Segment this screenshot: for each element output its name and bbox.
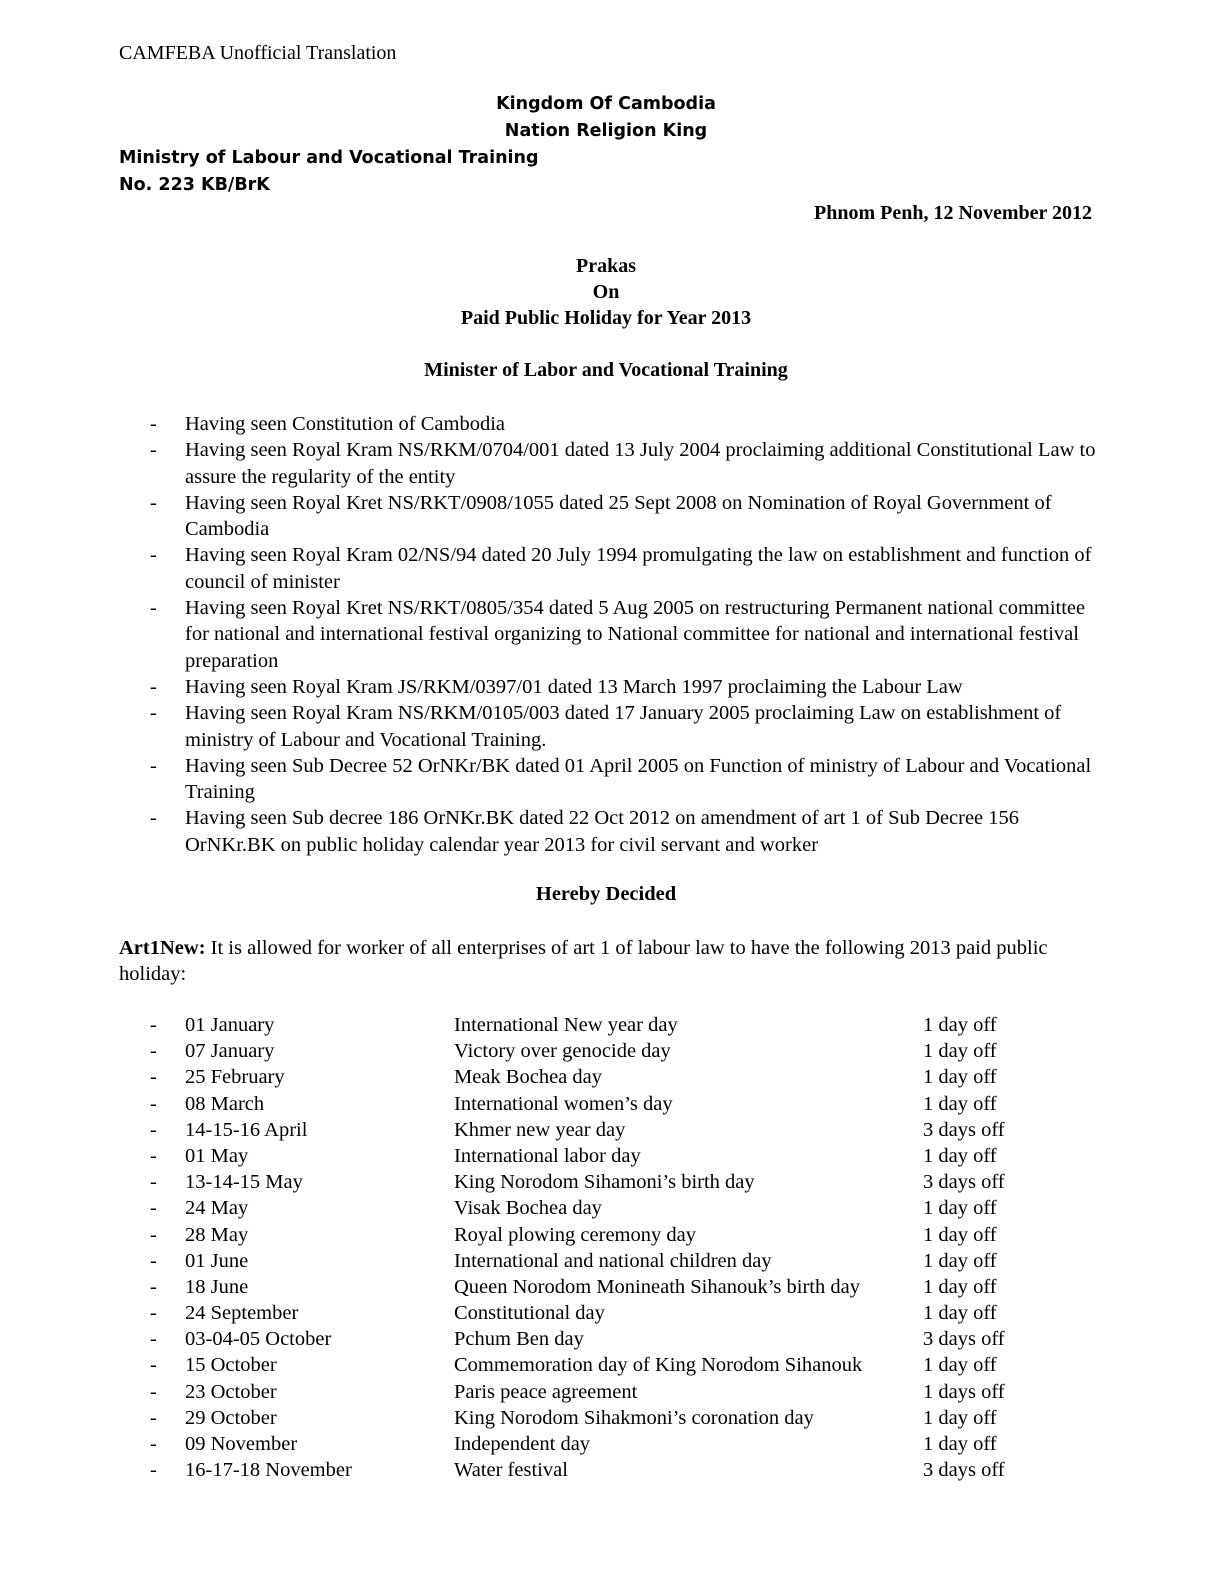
- holiday-name: International labor day: [454, 1144, 641, 1167]
- place-date: Phnom Penh, 12 November 2012: [814, 202, 1092, 224]
- title-prakas: Prakas: [576, 255, 636, 277]
- bullet-dash: -: [150, 1328, 157, 1351]
- motto-heading: Nation Religion King: [504, 121, 708, 141]
- bullet-dash: -: [150, 1275, 157, 1298]
- bullet-dash: -: [150, 1433, 157, 1455]
- list-item: - Having seen Sub Decree 52 OrNKr/BK dated 01 April 2005 on Function of ministry of Labour and Vocational Training: [150, 754, 1092, 804]
- bullet-dash: -: [150, 1118, 157, 1141]
- bullet-dash: -: [150, 1066, 157, 1089]
- holiday-date: 15 October: [185, 1354, 277, 1377]
- holiday-date: 07 January: [185, 1040, 275, 1063]
- holiday-list: [150, 1014, 1050, 1485]
- list-item: - Having seen Royal Kret NS/RKT/0805/354 dated 5 Aug 2005 on restructuring Permanent national committee for national and international festival organizing to National committee for national and international festival preparation: [150, 597, 1086, 672]
- bullet-dash: -: [150, 675, 157, 698]
- holiday-row: [150, 1171, 1050, 1197]
- title-on: On: [592, 281, 620, 303]
- holiday-name: King Norodom Sihamoni’s birth day: [454, 1171, 755, 1194]
- holiday-name: King Norodom Sihakmoni’s coronation day: [454, 1406, 814, 1429]
- holiday-name: Khmer new year day: [454, 1118, 626, 1141]
- bullet-dash: -: [150, 491, 157, 514]
- holiday-name: International women’s day: [454, 1092, 673, 1115]
- holiday-row: [150, 1433, 1050, 1459]
- holiday-days-off: 1 day off: [923, 1223, 997, 1246]
- holiday-days-off: 3 days off: [923, 1328, 1005, 1351]
- holiday-name: Paris peace agreement: [454, 1380, 638, 1403]
- holiday-name: Victory over genocide day: [454, 1040, 671, 1063]
- holiday-days-off: 1 day off: [923, 1066, 997, 1089]
- article-1: [119, 935, 1079, 988]
- holiday-name: Pchum Ben day: [454, 1328, 584, 1351]
- decided-heading: Hereby Decided: [535, 883, 677, 905]
- holiday-name: Royal plowing ceremony day: [454, 1223, 696, 1246]
- holiday-date: 18 June: [185, 1275, 249, 1298]
- holiday-date: 29 October: [185, 1406, 277, 1429]
- holiday-name: Meak Bochea day: [454, 1066, 602, 1089]
- bullet-dash: -: [150, 1249, 157, 1272]
- holiday-days-off: 1 day off: [923, 1092, 997, 1115]
- holiday-row: [150, 1224, 1050, 1250]
- holiday-date: 23 October: [185, 1380, 277, 1403]
- holiday-date: 16-17-18 November: [185, 1459, 352, 1482]
- list-item: - Having seen Constitution of Cambodia: [150, 411, 1110, 437]
- holiday-name: Water festival: [454, 1459, 568, 1482]
- holiday-days-off: 1 day off: [923, 1433, 997, 1455]
- holiday-date: 13-14-15 May: [185, 1171, 303, 1194]
- holiday-days-off: 1 day off: [923, 1040, 997, 1063]
- bullet-dash: -: [150, 1014, 157, 1036]
- bullet-dash: -: [150, 1354, 157, 1377]
- list-item: - Having seen Royal Kram 02/NS/94 dated 20 July 1994 promulgating the law on establishment and function of council of minister: [150, 544, 1092, 593]
- list-item: - Having seen Royal Kram NS/RKM/0704/001 dated 13 July 2004 proclaiming additional Constitutional Law to assure the regularity of the entity: [150, 439, 1096, 488]
- list-item: - Having seen Royal Kram NS/RKM/0105/003 dated 17 January 2005 proclaiming Law on establishment of ministry of Labour and Vocational Training.: [150, 702, 1062, 751]
- holiday-row: [150, 1302, 1050, 1328]
- bullet-dash: -: [150, 1380, 157, 1403]
- holiday-row: [150, 1093, 1050, 1119]
- holiday-row: [150, 1066, 1050, 1092]
- holiday-row: [150, 1276, 1050, 1302]
- holiday-date: 25 February: [185, 1066, 285, 1089]
- holiday-days-off: 1 day off: [923, 1354, 997, 1377]
- holiday-days-off: 1 day off: [923, 1197, 997, 1220]
- holiday-row: [150, 1119, 1050, 1145]
- bullet-dash: -: [150, 1197, 157, 1220]
- article-label: Art1New:: [119, 937, 206, 959]
- holiday-date: 24 May: [185, 1197, 249, 1220]
- holiday-days-off: 1 day off: [923, 1302, 997, 1325]
- holiday-days-off: 3 days off: [923, 1118, 1005, 1141]
- bullet-dash: -: [150, 597, 157, 620]
- holiday-date: 01 May: [185, 1144, 249, 1167]
- holiday-name: Commemoration day of King Norodom Sihanouk: [454, 1354, 863, 1377]
- holiday-date: 01 June: [185, 1249, 249, 1272]
- bullet-dash: -: [150, 413, 157, 435]
- list-item: - Having seen Royal Kram JS/RKM/0397/01 dated 13 March 1997 proclaiming the Labour Law: [150, 674, 1110, 700]
- article-text: It is allowed for worker of all enterprises of art 1 of labour law to have the following 2013 paid public holiday:: [119, 937, 1048, 986]
- bullet-dash: -: [150, 1302, 157, 1325]
- holiday-row: [150, 1014, 1050, 1040]
- bullet-dash: -: [150, 807, 157, 830]
- holiday-row: [150, 1328, 1050, 1354]
- holiday-days-off: 1 day off: [923, 1249, 997, 1272]
- bullet-dash: -: [150, 1040, 157, 1063]
- holiday-days-off: 1 day off: [923, 1014, 997, 1036]
- minister-heading: Minister of Labor and Vocational Training: [424, 359, 788, 381]
- holiday-date: 03-04-05 October: [185, 1328, 332, 1351]
- bullet-dash: -: [150, 544, 157, 567]
- holiday-date: 01 January: [185, 1014, 275, 1036]
- holiday-row: [150, 1040, 1050, 1066]
- list-item: - Having seen Sub decree 186 OrNKr.BK dated 22 Oct 2012 on amendment of art 1 of Sub Decree 156 OrNKr.BK on public holiday calendar year 2013 for civil servant and worker: [150, 807, 1020, 856]
- holiday-row: [150, 1459, 1050, 1485]
- holiday-row: [150, 1250, 1050, 1276]
- holiday-name: Constitutional day: [454, 1302, 605, 1325]
- bullet-dash: -: [150, 1406, 157, 1429]
- bullet-dash: -: [150, 1144, 157, 1167]
- holiday-date: 14-15-16 April: [185, 1118, 308, 1141]
- list-item: - Having seen Royal Kret NS/RKT/0908/1055 dated 25 Sept 2008 on Nomination of Royal Government of Cambodia: [150, 491, 1052, 541]
- bullet-dash: -: [150, 439, 157, 462]
- holiday-days-off: 3 days off: [923, 1171, 1005, 1194]
- holiday-days-off: 1 day off: [923, 1406, 997, 1429]
- having-seen-list: [150, 411, 1110, 858]
- bullet-dash: -: [150, 1092, 157, 1115]
- kingdom-heading: Kingdom Of Cambodia: [496, 94, 716, 114]
- holiday-row: [150, 1145, 1050, 1171]
- ministry-name: Ministry of Labour and Vocational Training: [119, 148, 539, 168]
- holiday-days-off: 1 day off: [923, 1275, 997, 1298]
- holiday-name: International New year day: [454, 1014, 678, 1036]
- holiday-days-off: 1 days off: [923, 1380, 1005, 1403]
- bullet-dash: -: [150, 1171, 157, 1194]
- holiday-name: Visak Bochea day: [454, 1197, 602, 1220]
- holiday-days-off: 3 days off: [923, 1459, 1005, 1482]
- bullet-dash: -: [150, 1223, 157, 1246]
- holiday-name: Independent day: [454, 1433, 591, 1455]
- holiday-date: 28 May: [185, 1223, 249, 1246]
- bullet-dash: -: [150, 754, 157, 777]
- holiday-name: Queen Norodom Monineath Sihanouk’s birth day: [454, 1275, 860, 1298]
- document-number: No. 223 KB/BrK: [119, 175, 270, 195]
- holiday-date: 09 November: [185, 1433, 298, 1455]
- translation-note: CAMFEBA Unofficial Translation: [119, 42, 397, 64]
- holiday-row: [150, 1381, 1050, 1407]
- holiday-row: [150, 1197, 1050, 1223]
- title-subject: Paid Public Holiday for Year 2013: [460, 307, 752, 329]
- holiday-row: [150, 1354, 1050, 1380]
- holiday-date: 08 March: [185, 1092, 265, 1115]
- holiday-row: [150, 1407, 1050, 1433]
- bullet-dash: -: [150, 1459, 157, 1482]
- holiday-name: International and national children day: [454, 1249, 772, 1272]
- holiday-date: 24 September: [185, 1302, 299, 1325]
- bullet-dash: -: [150, 702, 157, 725]
- holiday-days-off: 1 day off: [923, 1144, 997, 1167]
